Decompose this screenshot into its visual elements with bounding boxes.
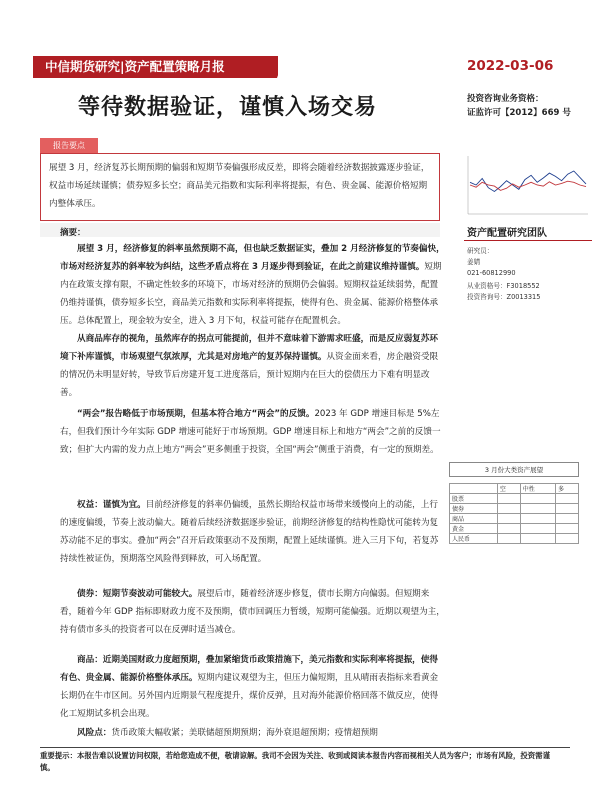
- table-cell: [520, 514, 555, 524]
- consulting-number: 投资咨询号：Z0013315: [467, 293, 541, 301]
- table-header-cell: 空: [497, 484, 520, 494]
- researcher-name: 姜婧: [467, 258, 481, 266]
- brand-label: 中信期货研究|资产配置策略月报: [45, 59, 225, 74]
- paragraph-lead: 展望 3 月，经济修复的斜率虽然预期不高，但也缺乏数据证实，叠加 2 月经济修复的节奏偏快，市场对经济复苏的斜率较为纠结，这些矛盾点将在 3 月逐步得到验证，在此之前建议维持谨慎。: [60, 244, 445, 272]
- chart-background: [462, 150, 592, 222]
- table-cell: [556, 504, 579, 514]
- table-row: [450, 524, 579, 534]
- asset-label: 黄金: [450, 524, 498, 534]
- paragraph-equity: [60, 496, 445, 568]
- table-cell: [520, 504, 555, 514]
- footer-divider: [40, 747, 570, 748]
- paragraph-lead: “两会”报告略低于市场预期，但基本符合地方“两会”的反馈。: [77, 409, 315, 419]
- license-line: 证监许可【2012】669 号: [467, 108, 571, 118]
- table-row: [450, 534, 579, 544]
- cover-mini-chart: [462, 150, 592, 222]
- table-cell: [556, 524, 579, 534]
- asset-label: 商品: [450, 514, 498, 524]
- table-cell: [556, 534, 579, 544]
- table-cell: [497, 494, 520, 504]
- table-cell: [556, 494, 579, 504]
- table-cell: [497, 534, 520, 544]
- paragraph-two-sessions: [60, 405, 445, 459]
- footer-notice: 重要提示：本报告难以设置访问权限，若给您造成不便，敬请谅解。我司不会因为关注、收到或阅读本报告内容而视相关人员为客户；市场有风险，投资需谨慎。: [40, 751, 550, 772]
- brand-banner: [33, 56, 278, 78]
- table-cell: [497, 524, 520, 534]
- allocation-outlook: [449, 462, 579, 544]
- team-title: 资产配置研究团队: [467, 228, 547, 239]
- summary-box: 展望 3 月，经济复苏长期预期的偏弱和短期节奏偏强形成反差，即将会随着经济数据披露逐步验证，权益市场延续谨慎；债券短多长空；商品美元指数和实际利率将提振，有色、贵金属、能源价格短期内整体承压。: [40, 153, 440, 221]
- table-header-cell: 中性: [520, 484, 555, 494]
- researcher-label: 研究员：: [467, 247, 494, 255]
- table-cell: [520, 494, 555, 504]
- paragraph-body: 从资金面来看，房企融资受限的情况仍未明显好转，导致节后房建开复工进度落后，预计短期内在巨大的偿债压力下难有明显改善。: [60, 352, 439, 398]
- report-title: 等待数据验证，谨慎入场交易: [78, 95, 378, 120]
- qualification-number: 从业资格号：F3018552: [467, 282, 540, 290]
- team-divider: [464, 240, 592, 241]
- paragraph-lead: 从商品库存的视角，虽然库存的拐点可能提前，但并不意味着下游需求旺盛，而是反应弱复苏环境下补库谨慎，市场观望气氛浓厚，尤其是对房地产的复苏保持谨慎。: [60, 334, 438, 362]
- paragraph-body: 2023 年 GDP 增速目标是 5%左右，但我们预计今年实际 GDP 增速可能好于市场预期。GDP 增速目标上和地方“两会”之前的反馈一致；但扩大内需的发力点上地方“两会”更多侧重于投资，全国“两会”侧重于消费，有一定的预期差。: [60, 409, 441, 455]
- table-cell: [497, 514, 520, 524]
- table-header-row: [450, 484, 579, 494]
- table-row: [450, 514, 579, 524]
- paragraph-risks: [60, 724, 445, 742]
- allocation-table: [449, 483, 579, 544]
- paragraph-lead: 商品：近期美国财政力度超预期，叠加紧缩货币政策措施下，美元指数和实际利率将提振，使得有色、贵金属、能源价格整体承压。: [60, 655, 438, 683]
- paragraph-commodities: [60, 651, 445, 723]
- paragraph-bonds: [60, 585, 445, 639]
- table-cell: [520, 524, 555, 534]
- paragraph-lead: 权益：谨慎为宜。: [77, 500, 146, 510]
- table-row: [450, 504, 579, 514]
- asset-label: 人民币: [450, 534, 498, 544]
- license-info: [467, 92, 571, 120]
- table-cell: [497, 504, 520, 514]
- license-line: 投资咨询业务资格：: [467, 94, 544, 104]
- table-header-cell: [450, 484, 498, 494]
- paragraph-inventory: [60, 330, 445, 402]
- abstract-header-bar: [40, 223, 440, 237]
- paragraph-outlook: [60, 240, 445, 330]
- table-header-cell: 多: [556, 484, 579, 494]
- summary-tab: 报告要点: [40, 138, 98, 153]
- table-cell: [520, 534, 555, 544]
- risk-text: 货币政策大幅收紧；美联储超预期预期；海外衰退超预期；疫情超预期: [111, 728, 378, 738]
- paragraph-body: 短期内建议观望为主，但压力偏短期，且从晴雨表指标来看黄金长期仍在牛市区间。另外国内近期景气程度提升，煤价反弹，且对海外能源价格回落不做反应，使得化工短期试多机会出现。: [60, 673, 439, 719]
- paragraph-body: 目前经济修复的斜率仍偏缓，虽然长期给权益市场带来缓慢向上的动能，上行的速度偏缓，节奏上波动偏大。随着后续经济数据逐步验证，前期经济修复的结构性隐忧可能转为复苏动能不足的事实。叠加“两会”召开后政策驱动不及预期，配置上延续谨慎。进入三月下旬，若复苏持续性被证伪，预期落空风险得到释放，可入场配置。: [60, 500, 439, 564]
- paragraph-body: 展望后市，随着经济逐步修复，债市长期方向偏弱。但短期来看，随着今年 GDP 指标即财政力度不及预期，债市回调压力暂缓，短期可能偏强。近期以观望为主，持有债市多头的投资者可以在反弹时适当减仓。: [60, 589, 445, 635]
- paragraph-body: 短期内在政策支撑有限，不确定性较多的环境下，市场对经济的预期仍会偏弱。短期权益延续弱势，配置仍维持谨慎，债券短多长空，商品美元指数和实际利率将提振，使得有色、贵金属、能源价格整体承压。总体配置上，现金较为安全，进入 3 月下旬，权益可能存在配置机会。: [60, 262, 442, 326]
- risk-label: 风险点：: [77, 728, 112, 738]
- asset-label: 股票: [450, 494, 498, 504]
- researcher-phone: 021-60812990: [467, 269, 516, 277]
- paragraph-lead: 债券：短期节奏波动可能较大。: [77, 589, 198, 599]
- asset-label: 债券: [450, 504, 498, 514]
- table-cell: [556, 514, 579, 524]
- table-row: [450, 494, 579, 504]
- allocation-title: 3 月份大类资产展望: [449, 462, 579, 477]
- abstract-label: 摘要：: [60, 228, 86, 238]
- report-date: 2022-03-06: [467, 58, 554, 74]
